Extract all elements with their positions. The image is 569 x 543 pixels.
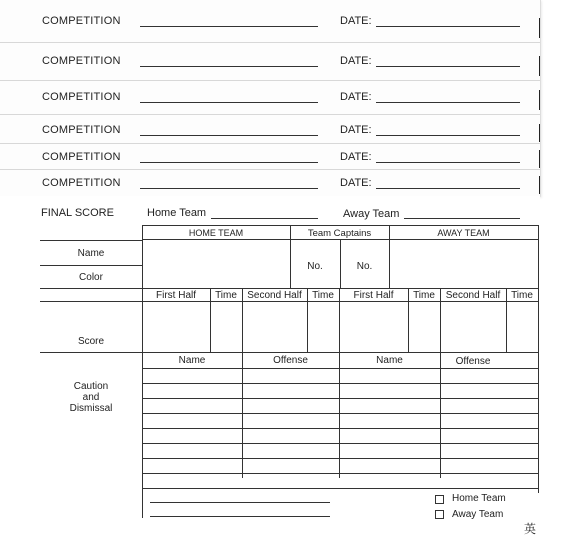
caution-row-line[interactable] [142, 383, 538, 384]
score-sheet [0, 196, 540, 543]
card-divider [0, 169, 540, 170]
signature-line[interactable] [150, 502, 330, 503]
first-half-header: First Half [156, 290, 196, 301]
captain-number-label: No. [307, 261, 323, 272]
name-color-divider [40, 265, 142, 266]
competition-row [0, 148, 540, 168]
time-header: Time [413, 290, 435, 301]
name-label: Name [77, 248, 105, 259]
competition-line[interactable] [140, 102, 318, 103]
column-divider [340, 239, 341, 288]
home-team-score-line[interactable] [211, 218, 318, 219]
caution-row-line[interactable] [142, 488, 538, 489]
score-left-rule [40, 301, 142, 302]
competition-label: COMPETITION [42, 91, 121, 103]
card-edge-tick [539, 124, 540, 142]
competition-row [0, 52, 540, 72]
date-label: DATE: [340, 91, 372, 103]
caution-name-header: Name [376, 355, 403, 366]
date-label: DATE: [340, 177, 372, 189]
column-divider [290, 225, 291, 288]
column-divider [210, 288, 211, 352]
date-label: DATE: [340, 124, 372, 136]
competition-label: COMPETITION [42, 15, 121, 27]
caution-row-line[interactable] [142, 413, 538, 414]
card-edge-tick [539, 90, 540, 110]
date-line[interactable] [376, 162, 520, 163]
away-team-header: AWAY TEAM [437, 228, 490, 238]
color-label: Color [79, 272, 103, 283]
caution-offense-header: Offense [273, 355, 308, 366]
score-header-bottom [142, 301, 538, 302]
caution-row-line[interactable] [142, 458, 538, 459]
caution-row-line[interactable] [142, 473, 538, 474]
score-label: Score [77, 336, 105, 347]
home-team-header: HOME TEAM [188, 228, 244, 238]
caution-row-line[interactable] [142, 398, 538, 399]
competition-label: COMPETITION [42, 177, 121, 189]
first-half-header: First Half [353, 290, 394, 301]
caution-row-line[interactable] [142, 368, 538, 369]
caution-offense-header: Offense [455, 356, 491, 367]
home-team-label: Home Team [147, 207, 207, 219]
date-label: DATE: [340, 15, 372, 27]
competition-line[interactable] [140, 135, 318, 136]
date-line[interactable] [376, 26, 520, 27]
time-header: Time [312, 290, 334, 301]
card-edge-tick [539, 176, 540, 194]
column-divider [142, 225, 143, 518]
away-team-option-label: Away Team [452, 509, 504, 520]
competition-row [0, 174, 540, 194]
competition-label: COMPETITION [42, 124, 121, 136]
away-team-label: Away Team [343, 208, 400, 220]
stamp-mark: 英 [524, 522, 537, 536]
caution-row-line[interactable] [142, 428, 538, 429]
column-divider [506, 288, 507, 352]
competition-row [0, 12, 540, 32]
home-team-option-label: Home Team [452, 493, 506, 504]
date-label: DATE: [340, 151, 372, 163]
time-header: Time [511, 290, 533, 301]
card-edge-tick [539, 18, 540, 38]
card-edge-tick [539, 150, 540, 168]
away-team-score-line[interactable] [404, 218, 520, 219]
competition-row [0, 121, 540, 141]
column-divider [408, 288, 409, 352]
team-table-bottom [40, 288, 538, 289]
competition-line[interactable] [140, 26, 318, 27]
competition-line[interactable] [140, 66, 318, 67]
caution-name-header: Name [178, 355, 206, 366]
captain-number-label: No. [356, 261, 373, 272]
competition-row [0, 88, 540, 108]
date-label: DATE: [340, 55, 372, 67]
table-left-rule [40, 240, 142, 241]
date-line[interactable] [376, 188, 520, 189]
card-edge-tick [539, 56, 540, 76]
away-team-checkbox[interactable] [435, 510, 444, 519]
date-line[interactable] [376, 135, 520, 136]
column-divider [389, 225, 390, 288]
competition-line[interactable] [140, 188, 318, 189]
column-divider [538, 225, 539, 493]
competition-label: COMPETITION [42, 55, 121, 67]
final-score-label: FINAL SCORE [41, 207, 114, 219]
competition-label: COMPETITION [42, 151, 121, 163]
card-divider [0, 143, 540, 144]
competition-line[interactable] [140, 162, 318, 163]
caution-row-line[interactable] [142, 443, 538, 444]
caution-and-dismissal-label: Caution and Dismissal [69, 381, 113, 414]
second-half-header: Second Half [247, 290, 302, 301]
table-top-border [142, 225, 538, 226]
card-divider [0, 42, 540, 43]
score-bottom [40, 352, 538, 353]
team-captains-header: Team Captains [307, 228, 372, 239]
column-divider [307, 288, 308, 352]
card-divider [0, 80, 540, 81]
signature-line[interactable] [150, 516, 330, 517]
home-team-checkbox[interactable] [435, 495, 444, 504]
time-header: Time [215, 290, 237, 301]
date-line[interactable] [376, 66, 520, 67]
second-half-header: Second Half [445, 290, 501, 301]
card-divider [0, 114, 540, 115]
date-line[interactable] [376, 102, 520, 103]
